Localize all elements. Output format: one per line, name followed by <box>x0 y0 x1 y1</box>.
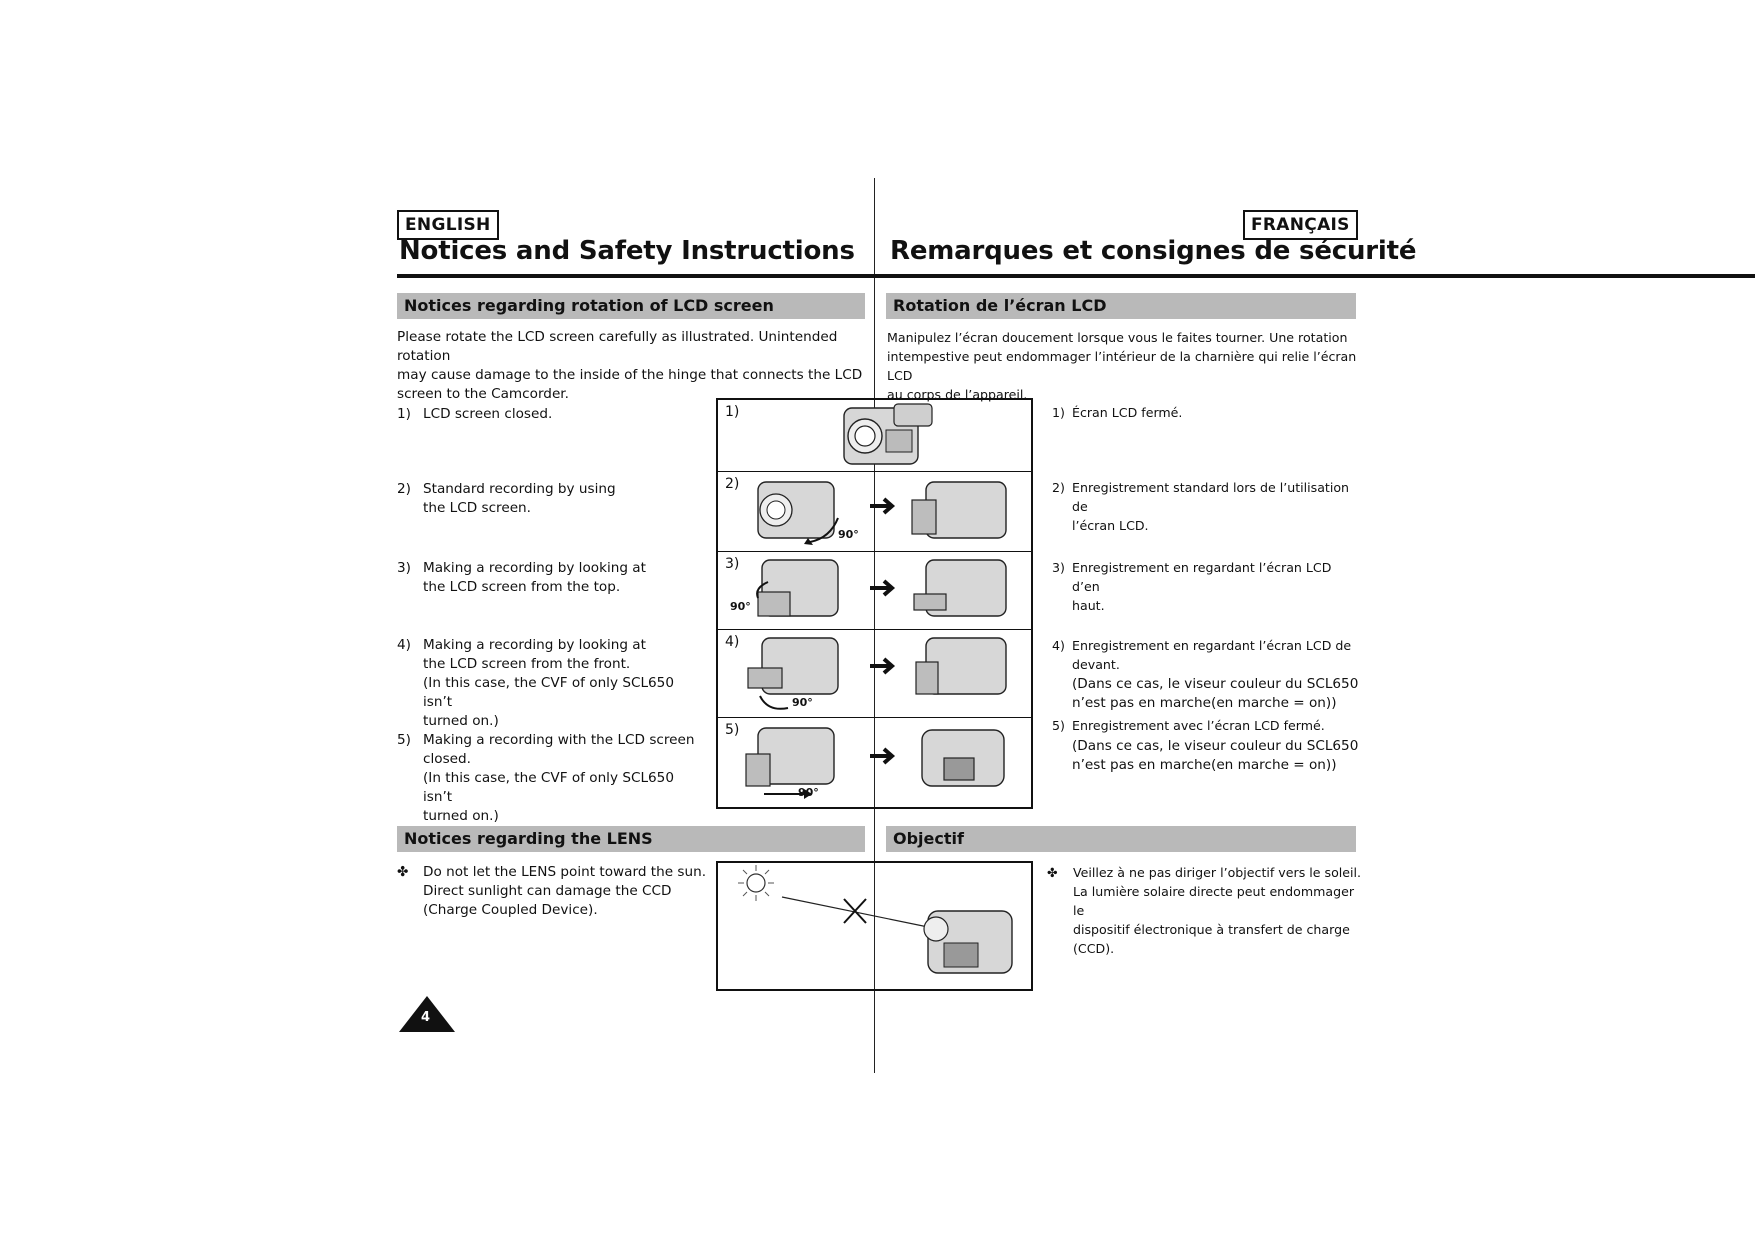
item-number: 3) <box>397 560 411 576</box>
diagram-cell-1 <box>718 400 1031 472</box>
section-heading-lens-en: Notices regarding the LENS <box>397 826 865 852</box>
note-line: La lumière solaire directe peut endommager le <box>1073 884 1355 918</box>
camcorder-closed-illustration <box>718 400 1031 472</box>
item-line: the LCD screen from the top. <box>423 579 621 595</box>
section-heading-lens-fr: Objectif <box>886 826 1356 852</box>
note-line: Direct sunlight can damage the CCD <box>423 883 672 899</box>
item-number: 1) <box>397 406 411 422</box>
diagram-cell-3 <box>718 552 1031 630</box>
camcorder-lcd-top-illustration <box>718 552 1031 630</box>
intro-line: screen to the Camcorder. <box>397 386 569 402</box>
note-line: n’est pas en marche(en marche = on)) <box>1072 757 1337 773</box>
diagram-label: 2) <box>725 476 740 492</box>
fr-note-4 <box>1072 675 1372 713</box>
item-line: Enregistrement en regardant l’écran LCD d’en <box>1072 560 1332 594</box>
lang-label-francais: FRANÇAIS <box>1243 210 1358 240</box>
item-line: Enregistrement standard lors de l’utilisation de <box>1072 480 1350 514</box>
note-line: (Charge Coupled Device). <box>423 902 598 918</box>
item-line: (In this case, the CVF of only SCL650 isn’t <box>423 675 674 710</box>
diagram-label: 3) <box>725 556 740 572</box>
item-number: 4) <box>1052 638 1065 653</box>
camcorder-lcd-open-illustration <box>718 472 1031 552</box>
item-number: 5) <box>1052 718 1065 733</box>
header-rule <box>397 274 1755 278</box>
camcorder-lcd-closed-flipped-illustration <box>718 718 1031 807</box>
page-title-fr: Remarques et consignes de sécurité <box>890 236 1417 266</box>
diagram-label: 4) <box>725 634 740 650</box>
item-line: haut. <box>1072 598 1105 613</box>
item-number: 2) <box>397 481 411 497</box>
item-number: 4) <box>397 637 411 653</box>
item-line: turned on.) <box>423 808 499 824</box>
item-number: 5) <box>397 732 411 748</box>
section-heading-lcd-fr: Rotation de l’écran LCD <box>886 293 1356 319</box>
sun-camcorder-diagram <box>718 863 1031 989</box>
item-line: (In this case, the CVF of only SCL650 isn’t <box>423 770 674 805</box>
bullet-icon: ✤ <box>397 864 409 880</box>
item-number: 2) <box>1052 480 1065 495</box>
lens-sun-warning-illustration <box>716 861 1033 991</box>
angle-label: 90° <box>838 528 859 541</box>
note-line: dispositif électronique à transfert de charge <box>1073 922 1350 937</box>
item-line: Standard recording by using <box>423 481 616 497</box>
angle-label: 90° <box>730 600 751 613</box>
item-line: the LCD screen from the front. <box>423 656 631 672</box>
note-line: (Dans ce cas, le viseur couleur du SCL650 <box>1072 738 1359 754</box>
fr-note-5 <box>1072 737 1372 775</box>
diagram-label: 1) <box>725 404 740 420</box>
page-title-en: Notices and Safety Instructions <box>399 236 855 266</box>
item-line: Making a recording by looking at <box>423 560 646 576</box>
intro-line: Please rotate the LCD screen carefully as illustrated. Unintended rotation <box>397 329 838 364</box>
intro-line: Manipulez l’écran doucement lorsque vous le faites tourner. Une rotation <box>887 330 1348 345</box>
lcd-intro-en <box>397 328 867 404</box>
item-line: Making a recording with the LCD screen <box>423 732 695 748</box>
item-line: the LCD screen. <box>423 500 531 516</box>
camcorder-lcd-front-illustration <box>718 630 1031 718</box>
section-heading-lcd-en: Notices regarding rotation of LCD screen <box>397 293 865 319</box>
item-line: turned on.) <box>423 713 499 729</box>
note-line: Veillez à ne pas diriger l’objectif vers le soleil. <box>1073 865 1362 880</box>
note-line: (Dans ce cas, le viseur couleur du SCL650 <box>1072 676 1359 692</box>
item-line: devant. <box>1072 657 1120 672</box>
item-line: LCD screen closed. <box>423 406 553 422</box>
note-line: (CCD). <box>1073 941 1115 956</box>
item-line: Enregistrement avec l’écran LCD fermé. <box>1072 718 1325 733</box>
intro-line: may cause damage to the inside of the hinge that connects the LCD <box>397 367 863 383</box>
page-number: 4 <box>421 1010 431 1025</box>
note-line: n’est pas en marche(en marche = on)) <box>1072 695 1337 711</box>
angle-label: 90° <box>798 786 819 799</box>
lcd-intro-fr <box>887 328 1357 404</box>
intro-line: intempestive peut endommager l’intérieur de la charnière qui relie l’écran LCD <box>887 349 1357 383</box>
intro-line: au corps de l’appareil. <box>887 387 1028 402</box>
lcd-rotation-diagram <box>716 398 1033 809</box>
item-number: 1) <box>1052 405 1065 420</box>
lang-label-english: ENGLISH <box>397 210 499 240</box>
note-line: Do not let the LENS point toward the sun. <box>423 864 707 880</box>
item-number: 3) <box>1052 560 1065 575</box>
item-line: Enregistrement en regardant l’écran LCD de <box>1072 638 1352 653</box>
diagram-cell-4 <box>718 630 1031 718</box>
diagram-cell-5 <box>718 718 1031 807</box>
diagram-cell-2 <box>718 472 1031 552</box>
angle-label: 90° <box>792 696 813 709</box>
bullet-icon: ✤ <box>1047 865 1058 880</box>
diagram-label: 5) <box>725 722 740 738</box>
item-line: l’écran LCD. <box>1072 518 1149 533</box>
item-line: Making a recording by looking at <box>423 637 646 653</box>
item-line: Écran LCD fermé. <box>1072 405 1183 420</box>
item-line: closed. <box>423 751 471 767</box>
